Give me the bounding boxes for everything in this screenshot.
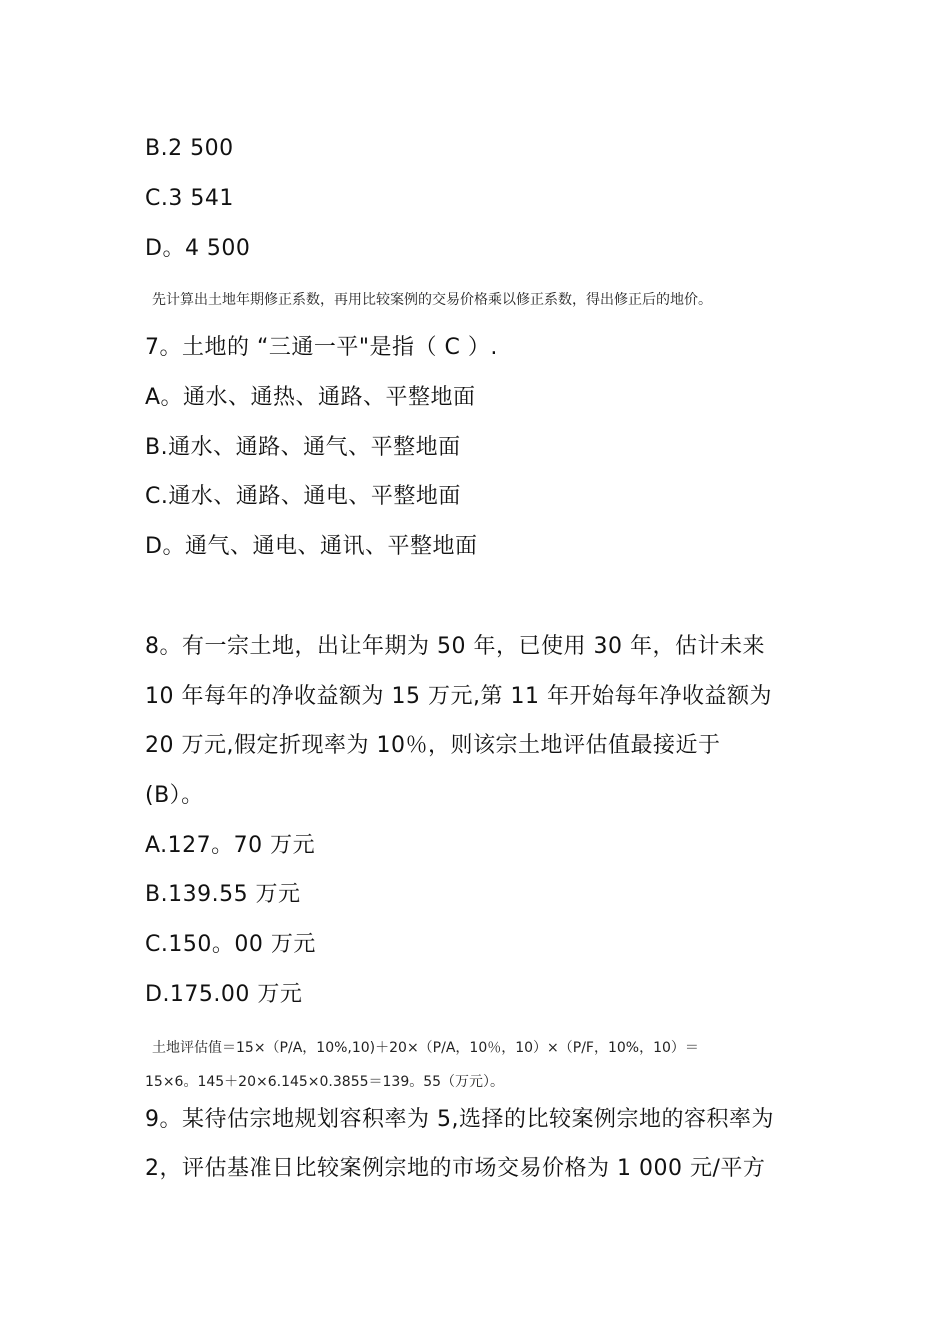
q8-explanation-line-1: 土地评估值＝15×（P/A，10%,10)＋20×（P/A，10％，10）×（P/F，10%，10）＝ xyxy=(152,1040,699,1056)
q8-question-line-2: 10 年每年的净收益额为 15 万元,第 11 年开始每年净收益额为 xyxy=(145,684,772,709)
q6-option-c: C.3 541 xyxy=(145,186,234,211)
q8-explanation-line-2: 15×6。145＋20×6.145×0.3855＝139。55（万元）。 xyxy=(145,1074,505,1090)
q8-option-b: B.139.55 万元 xyxy=(145,882,301,907)
q7-option-d: D。通气、通电、通讯、平整地面 xyxy=(145,534,478,559)
q8-option-c: C.150。00 万元 xyxy=(145,932,316,957)
q8-question-line-3: 20 万元,假定折现率为 10％，则该宗土地评估值最接近于 xyxy=(145,733,721,758)
q6-explanation: 先计算出土地年期修正系数，再用比较案例的交易价格乘以修正系数，得出修正后的地价。 xyxy=(152,292,712,308)
q7-question: 7。土地的 “三通一平"是指（ C ）. xyxy=(145,335,498,360)
q6-option-b: B.2 500 xyxy=(145,136,234,161)
q8-question-line-1: 8。有一宗土地，出让年期为 50 年，已使用 30 年，估计未来 xyxy=(145,634,765,659)
q9-question-line-2: 2，评估基准日比较案例宗地的市场交易价格为 1 000 元/平方 xyxy=(145,1156,766,1181)
q8-option-a: A.127。70 万元 xyxy=(145,833,316,858)
q7-option-a: A。通水、通热、通路、平整地面 xyxy=(145,385,476,410)
q8-question-line-4: (B）。 xyxy=(145,783,204,808)
q8-option-d: D.175.00 万元 xyxy=(145,982,303,1007)
q7-option-b: B.通水、通路、通气、平整地面 xyxy=(145,435,461,460)
q7-option-c: C.通水、通路、通电、平整地面 xyxy=(145,484,461,509)
q6-option-d: D。4 500 xyxy=(145,236,251,261)
q9-question-line-1: 9。某待估宗地规划容积率为 5,选择的比较案例宗地的容积率为 xyxy=(145,1107,774,1132)
